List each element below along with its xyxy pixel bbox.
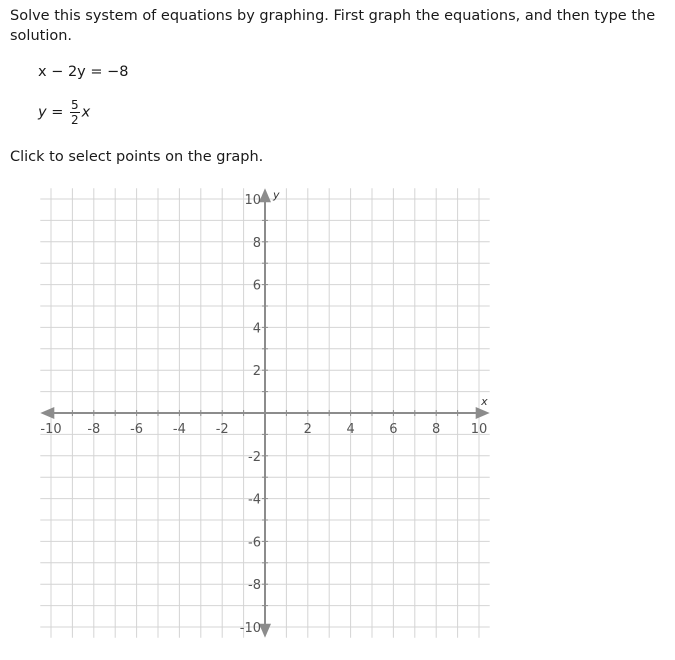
- axes: [40, 188, 489, 637]
- equation-2-lhs: y: [38, 104, 47, 121]
- equation-2-fraction: [70, 99, 80, 126]
- fraction-numerator: 5: [70, 98, 79, 112]
- y-tick-label: -4: [248, 492, 261, 508]
- x-tick-label: 8: [432, 422, 441, 437]
- y-tick-label: 8: [252, 235, 261, 251]
- graph-canvas[interactable]: [30, 180, 500, 642]
- equation-1: [38, 62, 129, 82]
- x-axis-left-arrow: [40, 407, 54, 419]
- y-tick-label: -2: [248, 449, 261, 465]
- y-tick-label: 6: [252, 278, 261, 294]
- x-tick-label: 10: [470, 422, 488, 437]
- y-tick-label: 4: [252, 321, 261, 337]
- fraction-denominator: 2: [70, 113, 79, 127]
- x-tick-label: 4: [346, 422, 355, 437]
- x-tick-label: -6: [130, 422, 144, 437]
- y-tick-label: -10: [239, 621, 261, 636]
- y-tick-label: 10: [244, 193, 261, 208]
- equation-2-variable: x: [81, 104, 91, 121]
- x-axis-label: x: [481, 395, 488, 408]
- x-tick-label: 2: [303, 422, 312, 437]
- equation-1-text: x − 2y = −8: [38, 64, 129, 80]
- coordinate-graph[interactable]: [30, 180, 500, 642]
- graph-prompt: Click to select points on the graph.: [10, 149, 264, 165]
- instructions-text: Solve this system of equations by graphing. First graph the equations, and then type the solution.: [10, 8, 656, 44]
- x-tick-label: 6: [389, 422, 398, 437]
- x-axis-right-arrow: [476, 407, 490, 419]
- y-tick-label: -6: [248, 535, 261, 551]
- x-tick-label: -10: [40, 422, 62, 437]
- y-axis-label: y: [273, 188, 280, 202]
- y-tick-label: 2: [252, 364, 261, 380]
- x-tick-label: -8: [87, 422, 101, 437]
- equation-2-equals: =: [51, 104, 64, 121]
- x-tick-label: -2: [215, 422, 229, 437]
- equation-2: [38, 99, 90, 126]
- y-tick-label: -8: [248, 578, 261, 594]
- x-tick-label: -4: [172, 422, 186, 437]
